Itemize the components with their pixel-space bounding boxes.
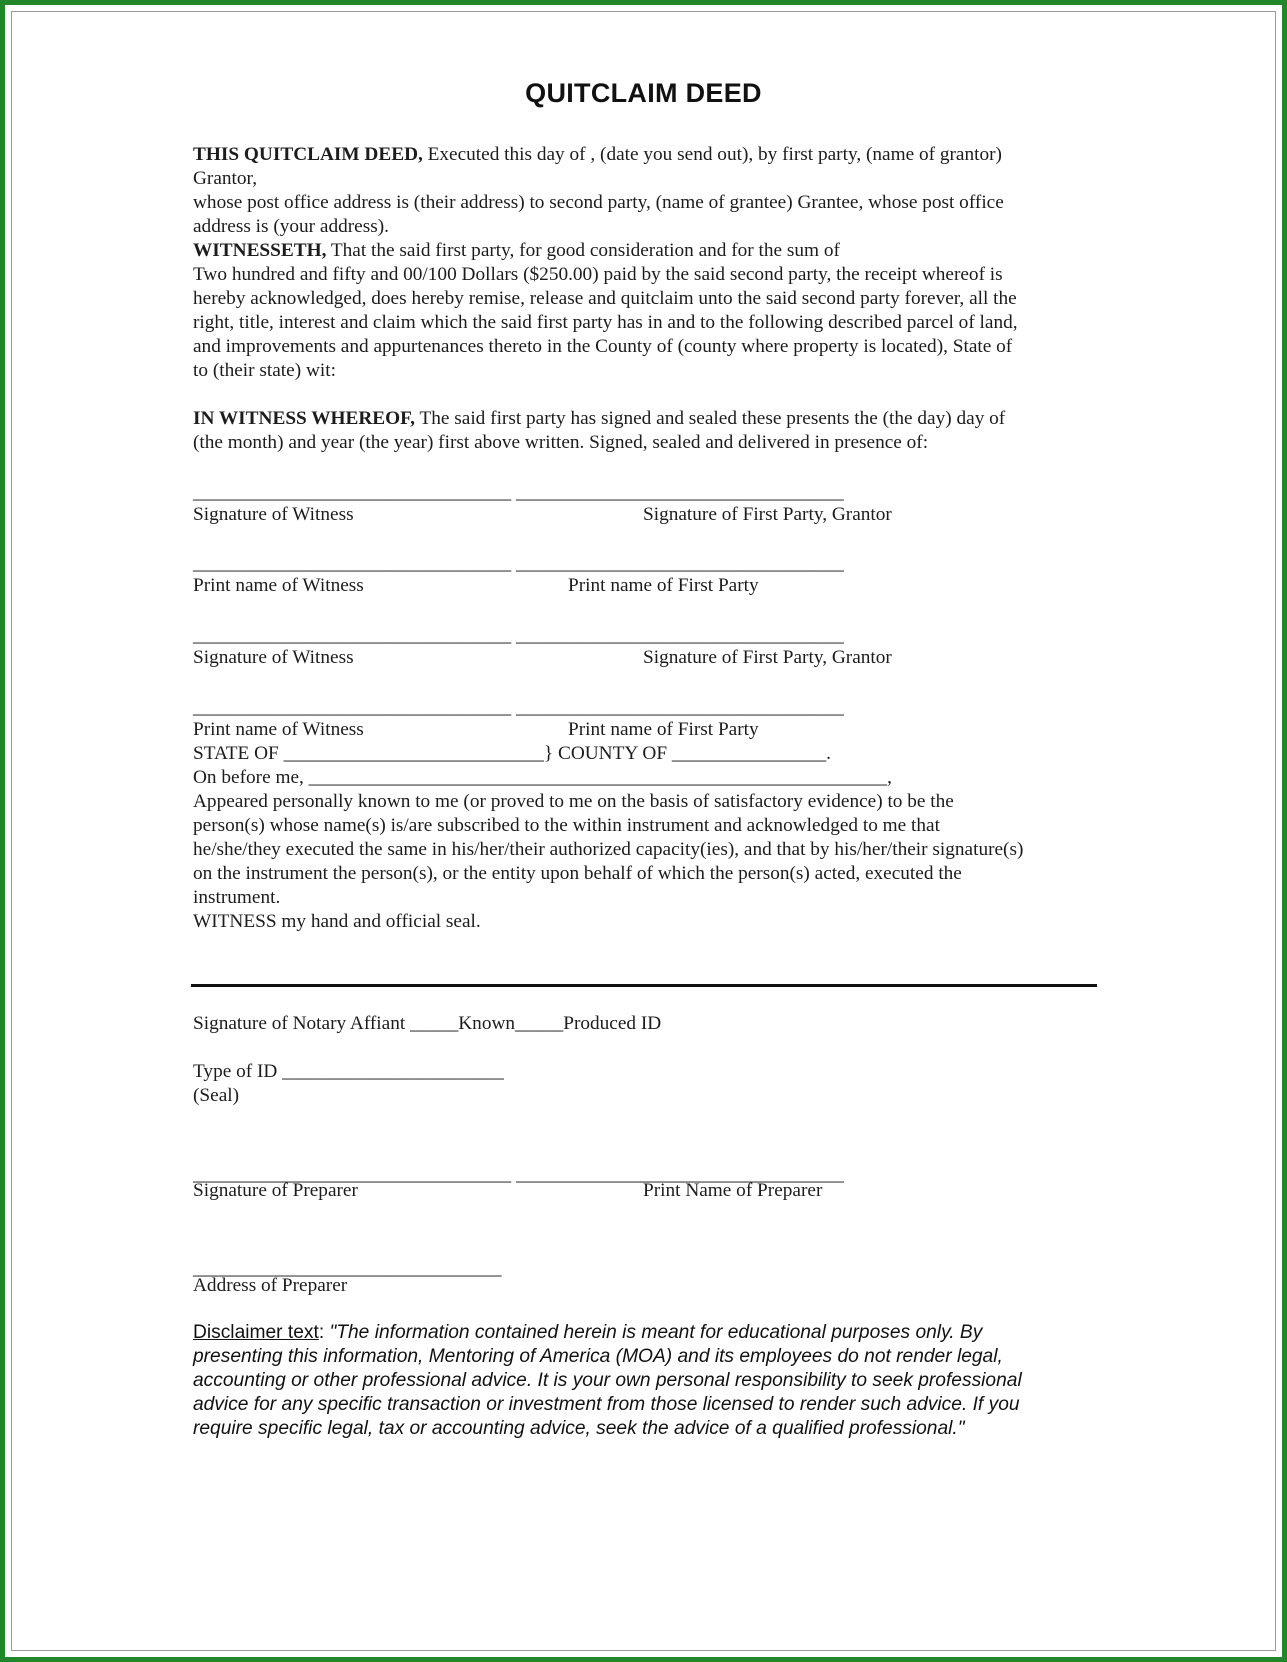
preparer-address-line: ________________________________ xyxy=(193,1258,502,1279)
disclaimer-line-5: require specific legal, tax or accounting advice, seek the advice of a qualified professional." xyxy=(193,1418,965,1439)
intro-line-9: and improvements and appurtenances thereto in the County of (county where property is located), State of xyxy=(193,336,1013,357)
label-signature-of-witness-2: Signature of Witness xyxy=(193,647,354,668)
intro-line-8: right, title, interest and claim which the said first party has in and to the following described parcel of land, xyxy=(193,312,1018,333)
document-title: QUITCLAIM DEED xyxy=(525,78,762,108)
witnesseth-text: That the said first party, for good consideration and for the sum of xyxy=(326,240,840,261)
divider-rule xyxy=(191,984,1097,987)
witnesseth-line xyxy=(193,239,1113,263)
intro-line-6: Two hundred and fifty and 00/100 Dollars ($250.00) paid by the said second party, the receipt whereof is xyxy=(193,264,1003,285)
witnesseth-lead: WITNESSETH, xyxy=(193,240,327,261)
label-print-name-of-first-party-1: Print name of First Party xyxy=(568,575,759,596)
witness-whereof-lead: IN WITNESS WHEREOF, xyxy=(193,408,415,429)
preparer-signature-line: _________________________________ __________________________________ xyxy=(193,1164,844,1185)
intro-line-1-text: Executed this day of , (date you send out), by first party, (name of grantor) xyxy=(422,144,1002,165)
notary-affiant-line: Signature of Notary Affiant _____Known_____Produced ID xyxy=(193,1013,662,1034)
signature-line-4: _________________________________ __________________________________ xyxy=(193,697,844,718)
acknowledgment-line-6: WITNESS my hand and official seal. xyxy=(193,911,481,932)
label-signature-of-first-party-2: Signature of First Party, Grantor xyxy=(643,647,892,668)
before-me-line: On before me, ____________________________________________________________, xyxy=(193,767,892,788)
signature-line-2: _________________________________ __________________________________ xyxy=(193,553,844,574)
witness-whereof-text: The said first party has signed and sealed these presents the (the day) day of xyxy=(415,408,1006,429)
label-signature-of-witness-1: Signature of Witness xyxy=(193,504,354,525)
label-signature-of-first-party-1: Signature of First Party, Grantor xyxy=(643,504,892,525)
intro-paragraph xyxy=(193,143,1113,383)
intro-line-2: Grantor, xyxy=(193,168,258,189)
disclaimer-label: Disclaimer text xyxy=(193,1322,319,1343)
acknowledgment-line-4: on the instrument the person(s), or the entity upon behalf of which the person(s) acted, executed the xyxy=(193,863,962,884)
disclaimer-line-4: advice for any specific transaction or investment from those licensed to render such advice. If you xyxy=(193,1394,1020,1415)
intro-line-3: whose post office address is (their address) to second party, (name of grantee) Grantee, whose post office xyxy=(193,192,1004,213)
disclaimer-text-1: "The information contained herein is meant for educational purposes only. By xyxy=(329,1322,983,1343)
disclaimer-colon: : xyxy=(318,1322,330,1343)
acknowledgment-line-3: he/she/they executed the same in his/her/their authorized capacity(ies), and that by his/her/their signature(s) xyxy=(193,839,1024,860)
label-print-name-of-witness-2: Print name of Witness xyxy=(193,719,364,740)
state-county-line: STATE OF ___________________________} COUNTY OF ________________. xyxy=(193,743,831,764)
label-address-of-preparer: Address of Preparer xyxy=(193,1275,348,1296)
type-of-id-line: Type of ID _______________________ xyxy=(193,1061,504,1082)
intro-lead: THIS QUITCLAIM DEED, xyxy=(193,144,423,165)
signature-line-3: _________________________________ __________________________________ xyxy=(193,625,844,646)
acknowledgment-line-1: Appeared personally known to me (or proved to me on the basis of satisfactory evidence) to be the xyxy=(193,791,954,812)
signature-line-1: _________________________________ __________________________________ xyxy=(193,482,844,503)
acknowledgment-line-5: instrument. xyxy=(193,887,281,908)
witness-whereof-line-1 xyxy=(193,407,1113,431)
disclaimer-line-1 xyxy=(193,1321,1113,1345)
intro-line-7: hereby acknowledged, does hereby remise, release and quitclaim unto the said second party forever, all the xyxy=(193,288,1017,309)
witness-whereof-paragraph xyxy=(193,407,1113,455)
intro-line-10: to (their state) wit: xyxy=(193,360,336,381)
disclaimer-line-3: accounting or other professional advice. It is your own personal responsibility to seek professional xyxy=(193,1370,1022,1391)
label-signature-of-preparer: Signature of Preparer xyxy=(193,1180,358,1201)
acknowledgment-paragraph xyxy=(193,742,1113,934)
seal-label: (Seal) xyxy=(193,1085,240,1106)
label-print-name-of-first-party-2: Print name of First Party xyxy=(568,719,759,740)
intro-line-1 xyxy=(193,143,1113,167)
disclaimer-paragraph xyxy=(193,1321,1113,1441)
intro-line-4: address is (your address). xyxy=(193,216,389,237)
disclaimer-line-2: presenting this information, Mentoring of America (MOA) and its employees do not render legal, xyxy=(193,1346,1003,1367)
acknowledgment-line-2: person(s) whose name(s) is/are subscribed to the within instrument and acknowledged to me that xyxy=(193,815,940,836)
label-print-name-of-preparer: Print Name of Preparer xyxy=(643,1180,823,1201)
label-print-name-of-witness-1: Print name of Witness xyxy=(193,575,364,596)
witness-whereof-line-2: (the month) and year (the year) first above written. Signed, sealed and delivered in presence of: xyxy=(193,432,929,453)
